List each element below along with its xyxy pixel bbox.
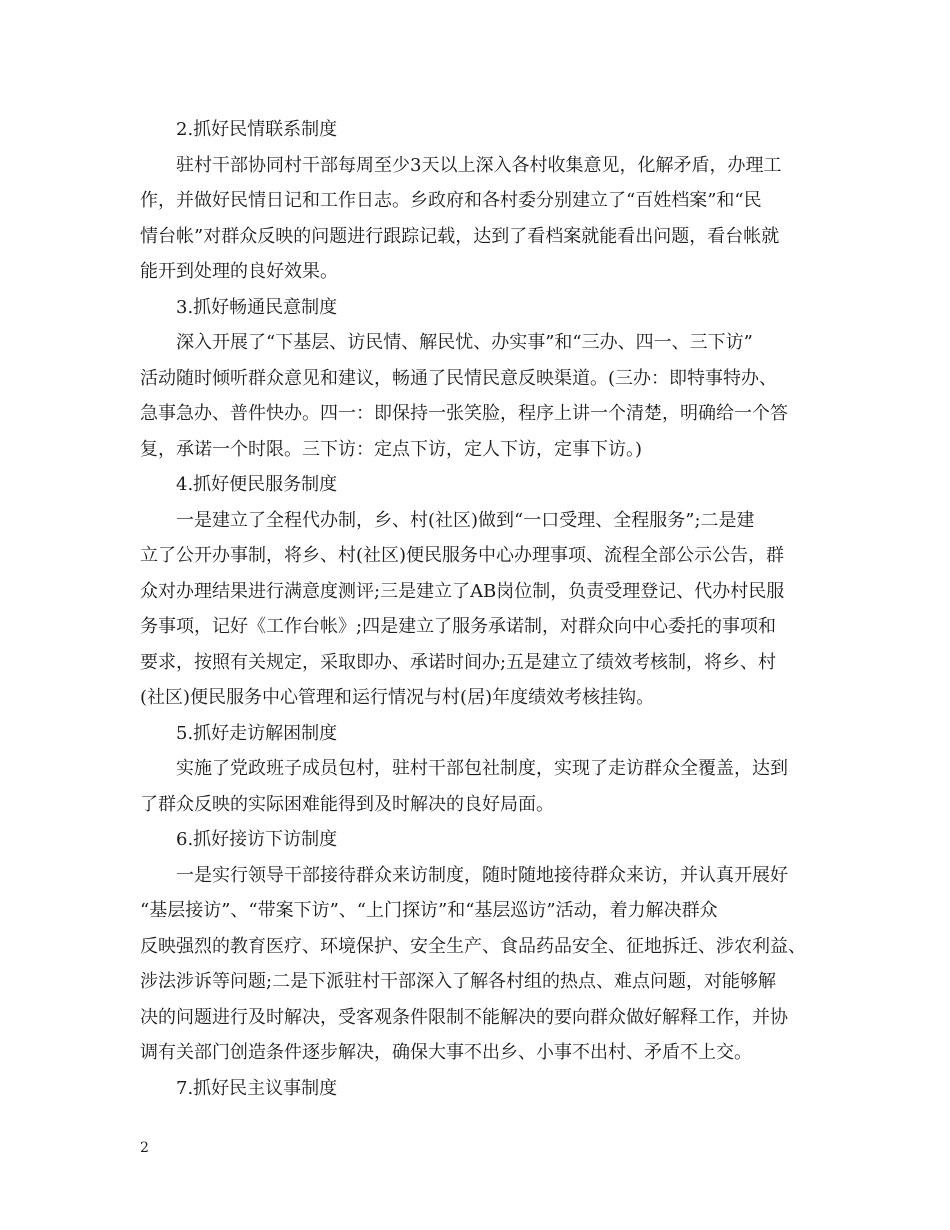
- paragraph-line: 立了公开办事制，将乡、村(社区)便民服务中心办理事项、流程全部公示公告，群: [140, 545, 785, 566]
- section-heading: 7.抓好民主议事制度: [176, 1077, 338, 1099]
- paragraph-line: 务事项，记好《工作台帐》;四是建立了服务承诺制，对群众向中心委托的事项和: [140, 616, 777, 637]
- paragraph-line: 要求，按照有关规定，采取即办、承诺时间办;五是建立了绩效考核制，将乡、村: [140, 651, 777, 673]
- section-heading: 4.抓好便民服务制度: [176, 474, 338, 495]
- paragraph-line: 深入开展了“下基层、访民情、解民忧、办实事”和“三办、四一、三下访”: [176, 332, 753, 353]
- section-heading: 3.抓好畅通民意制度: [176, 296, 338, 318]
- paragraph-line: 情台帐”对群众反映的问题进行跟踪记载，达到了看档案就能看出问题，看台帐就: [140, 225, 780, 247]
- paragraph-line: 调有关部门创造条件逐步解决，确保大事不出乡、小事不出村、矛盾不上交。: [140, 1042, 752, 1063]
- paragraph-line: (社区)便民服务中心管理和运行情况与村(居)年度绩效考核挂钩。: [140, 687, 655, 708]
- section-heading: 2.抓好民情联系制度: [176, 119, 338, 140]
- paragraph-line: 活动随时倾听群众意见和建议，畅通了民情民意反映渠道。(三办：即特事特办、: [140, 367, 778, 389]
- paragraph-line: 作，并做好民情日记和工作日志。乡政府和各村委分别建立了“百姓档案”和“民: [140, 190, 762, 211]
- page-number: 2: [140, 1140, 149, 1156]
- paragraph-line: 决的问题进行及时解决，受客观条件限制不能解决的要向群众做好解释工作，并协: [140, 1006, 788, 1028]
- paragraph-line: 能开到处理的良好效果。: [140, 261, 338, 282]
- section-heading: 6.抓好接访下访制度: [176, 829, 338, 850]
- section-heading: 5.抓好走访解困制度: [176, 722, 338, 744]
- paragraph-line: 复，承诺一个时限。三下访：定点下访，定人下访，定事下访。): [140, 438, 643, 460]
- paragraph-line: 实施了党政班子成员包村，驻村干部包社制度，实现了走访群众全覆盖，达到: [176, 758, 788, 779]
- paragraph-line: 了群众反映的实际困难能得到及时解决的良好局面。: [140, 793, 554, 815]
- paragraph-line: “基层接访”、“带案下访”、“上门探访”和“基层巡访”活动，着力解决群众: [140, 900, 718, 921]
- document-body: [140, 112, 810, 1106]
- paragraph-line: 驻村干部协同村干部每周至少3天以上深入各村收集意见，化解矛盾，办理工: [176, 154, 782, 176]
- paragraph-line: 一是实行领导干部接待群众来访制度，随时随地接待群众来访，并认真开展好: [176, 864, 788, 886]
- paragraph-line: 涉法涉诉等问题;二是下派驻村干部深入了解各村组的热点、难点问题，对能够解: [140, 971, 777, 992]
- paragraph-line: 众对办理结果进行满意度测评;三是建立了AB岗位制，负责受理登记、代办村民服: [140, 580, 785, 602]
- paragraph-line: 急事急办、普件快办。四一：即保持一张笑脸，程序上讲一个清楚，明确给一个答: [140, 403, 788, 424]
- paragraph-line: 一是建立了全程代办制，乡、村(社区)做到“一口受理、全程服务”;二是建: [176, 509, 755, 531]
- paragraph-line: 反映强烈的教育医疗、环境保护、安全生产、食品药品安全、征地拆迁、涉农利益、: [140, 935, 806, 957]
